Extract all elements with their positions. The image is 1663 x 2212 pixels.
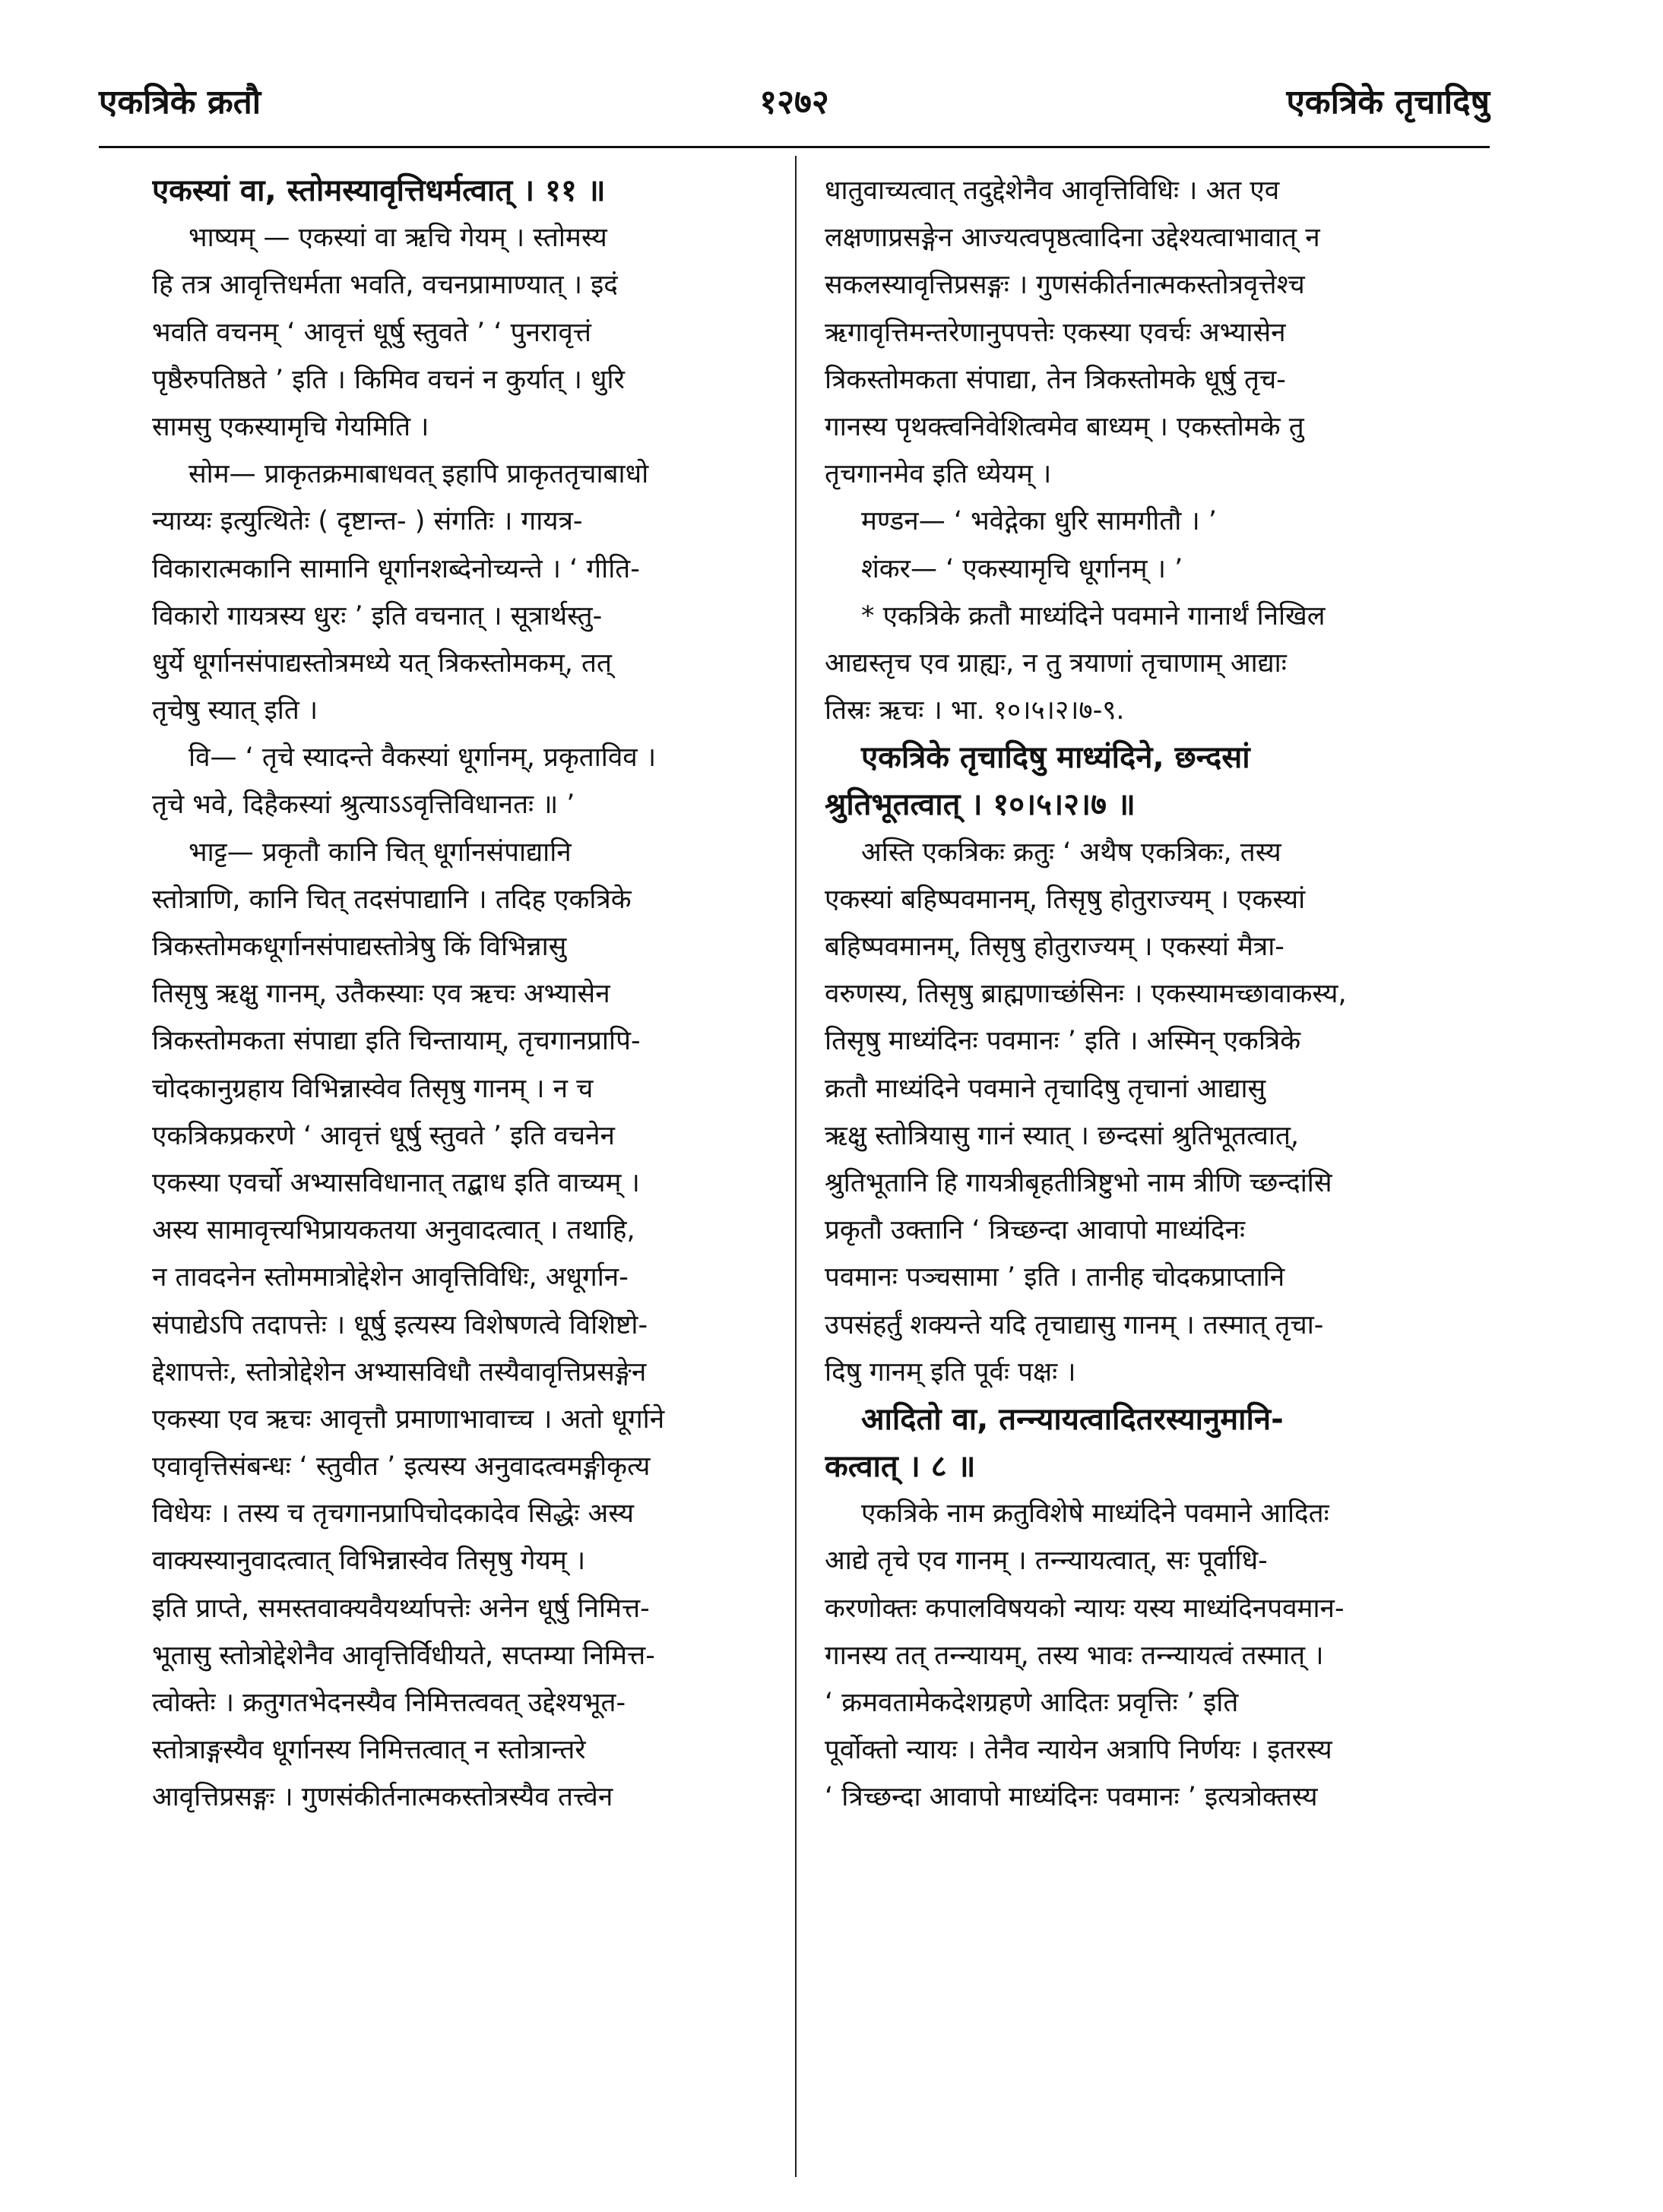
text-line: त्रिकस्तोमकधूर्गानसंपाद्यस्तोत्रेषु किं विभिन्नासु <box>152 932 567 962</box>
text-line: स्तोत्राणि, कानि चित् तदसंपाद्यानि । तदिह एकत्रिके <box>152 884 632 915</box>
text-line: स्तोत्राङ्गस्यैव धूर्गानस्य निमित्तत्वात् न स्तोत्रान्तरे <box>152 1735 586 1766</box>
text-line: विधेयः । तस्य च तृचगानप्रापिचोदकादेव सिद्धेः अस्य <box>152 1498 635 1530</box>
text-line: धातुवाच्यत्वात् तदुद्देशेनैव आवृत्तिविधिः । अत एव <box>825 176 1280 206</box>
sutra-line: कत्वात् । ८ ॥ <box>825 1449 976 1485</box>
text-line: चोदकानुग्रहाय विभिन्नास्वेव तिसृषु गानम् । न च <box>152 1073 594 1104</box>
text-line: हि तत्र आवृत्तिधर्मता भवति, वचनप्रामाण्यात् । इदं <box>152 270 618 301</box>
text-line: वरुणस्य, तिसृषु ब्राह्मणाच्छंसिनः । एकस्यामच्छावाकस्य, <box>825 979 1347 1010</box>
text-line: संपाद्येऽपि तदापत्तेः । धूर्षु इत्यस्य विशेषणत्वे विशिष्टो- <box>152 1309 648 1340</box>
text-line: भूतासु स्तोत्रोद्देशेनैव आवृत्तिर्विधीयते, सप्तम्या निमित्त- <box>152 1640 655 1671</box>
text-line: तृचेषु स्यात् इति । <box>152 695 318 726</box>
text-line: न तावदनेन स्तोममात्रोद्देशेन आवृत्तिविधिः, अधूर्गान- <box>152 1262 629 1293</box>
text-line: उपसंहर्तुं शक्यन्ते यदि तृचाद्यासु गानम् । तस्मात् तृचा- <box>825 1309 1324 1340</box>
text-line: आवृत्तिप्रसङ्गः । गुणसंकीर्तनात्मकस्तोत्रस्यैव तत्त्वेन <box>152 1782 613 1813</box>
text-line: भवति वचनम् ‘ आवृत्तं धूर्षु स्तुवते ’ ‘ पुनरावृत्तं <box>152 317 591 348</box>
text-line: श्रुतिभूतानि हि गायत्रीबृहतीत्रिष्टुभो नाम त्रीणि च्छन्दांसि <box>825 1167 1332 1198</box>
text-line: ‘ क्रमवतामेकदेशग्रहणे आदितः प्रवृत्तिः ’ इति <box>825 1688 1239 1718</box>
text-line: त्रिकस्तोमकता संपाद्या इति चिन्तायाम्, तृचगानप्रापि- <box>152 1026 641 1057</box>
text-line: न्याय्यः इत्युत्थितेः ( दृष्टान्त- ) संगतिः । गायत्र- <box>152 506 583 537</box>
text-line: एवावृत्तिसंबन्धः ‘ स्तुवीत ’ इत्यस्य अनुवादत्वमङ्गीकृत्य <box>152 1451 651 1483</box>
text-line: द्देशापत्तेः, स्तोत्रोद्देशेन अभ्यासविधौ तस्यैवावृत्तिप्रसङ्गेन <box>152 1356 647 1388</box>
running-head-left: एकत्रिके क्रतौ <box>99 83 261 122</box>
header-rule <box>99 146 1490 148</box>
text-line: एकत्रिकप्रकरणे ‘ आवृत्तं धूर्षु स्तुवते ’ इति वचनेन <box>152 1120 615 1151</box>
footnote-line: आद्यस्तृच एव ग्राह्यः, न तु त्रयाणां तृचाणाम् आद्याः <box>825 647 1287 679</box>
text-line: गानस्य पृथक्त्वनिवेशित्वमेव बाध्यम् । एकस्तोमके तु <box>825 411 1304 442</box>
text-line: वाक्यस्यानुवादत्वात् विभिन्नास्वेव तिसृषु गेयम् । <box>152 1546 586 1577</box>
text-line: आद्ये तृचे एव गानम् । तन्न्यायत्वात्, सः पूर्वाधि- <box>825 1546 1268 1577</box>
text-line: इति प्राप्ते, समस्तवाक्यवैयर्थ्यापत्तेः अनेन धूर्षु निमित्त- <box>152 1593 650 1624</box>
sutra-line: श्रुतिभूतत्वात् । १०।५।२।७ ॥ <box>825 787 1136 823</box>
page-header <box>99 70 1490 138</box>
text-line: प्रकृतौ उक्तानि ‘ त्रिच्छन्दा आवापो माध्यंदिनः <box>825 1215 1246 1246</box>
text-line: गानस्य तत् तन्न्यायम्, तस्य भावः तन्न्यायत्वं तस्मात् । <box>825 1640 1324 1671</box>
text-line: धुर्ये धूर्गानसंपाद्यस्तोत्रमध्ये यत् त्रिकस्तोमकम्, तत् <box>152 647 612 679</box>
text-line: ऋक्षु स्तोत्रियासु गानं स्यात् । छन्दसां श्रुतिभूतत्वात्, <box>825 1120 1300 1151</box>
text-line: क्रतौ माध्यंदिने पवमाने तृचादिषु तृचानां आद्यासु <box>825 1073 1266 1104</box>
text-line: एकस्यां बहिष्पवमानम्, तिसृषु होतुराज्यम् । एकस्यां <box>825 884 1306 915</box>
text-line: भाट्ट— प्रकृतौ कानि चित् धूर्गानसंपाद्यानि <box>188 837 572 868</box>
sutra-line: एकस्यां वा, स्तोमस्यावृत्तिधर्मत्वात् । ११ ॥ <box>152 173 606 208</box>
running-head-right: एकत्रिके तृचादिषु <box>1286 83 1490 122</box>
text-line: पृष्ठैरुपतिष्ठते ’ इति । किमिव वचनं न कुर्यात् । धुरि <box>152 364 625 395</box>
text-line: वि— ‘ तृचे स्यादन्ते वैकस्यां धूर्गानम्, प्रकृताविव । <box>188 742 657 774</box>
text-line: मण्डन— ‘ भवेद्गेका धुरि सामगीतौ । ’ <box>861 506 1217 537</box>
text-line: तृचगानमेव इति ध्येयम् । <box>825 459 1052 490</box>
text-line: त्वोक्तेः । क्रतुगतभेदनस्यैव निमित्तत्ववत् उद्देश्यभूत- <box>152 1688 626 1718</box>
text-line: बहिष्पवमानम्, तिसृषु होतुराज्यम् । एकस्यां मैत्रा- <box>825 932 1284 962</box>
footnote-line: * एकत्रिके क्रतौ माध्यंदिने पवमाने गानार्थं निखिल <box>861 600 1326 631</box>
text-line: लक्षणाप्रसङ्गेन आज्यत्वपृष्ठत्वादिना उद्देश्यत्वाभावात् न <box>825 223 1320 254</box>
footnote-line: तिस्रः ऋचः । भा. १०।५।२।७-९. <box>825 695 1125 726</box>
text-line: ऋगावृत्तिमन्तरेणानुपपत्तेः एकस्या एवर्चः अभ्यासेन <box>825 317 1286 348</box>
left-column <box>152 167 836 2173</box>
text-line: अस्य सामावृत्त्यभिप्रायकतया अनुवादत्वात् । तथाहि, <box>152 1215 635 1246</box>
text-line: तिसृषु माध्यंदिनः पवमानः ’ इति । अस्मिन् एकत्रिके <box>825 1026 1301 1057</box>
text-line: भाष्यम् — एकस्यां वा ऋचि गेयम् । स्तोमस्य <box>188 223 607 254</box>
text-line: पवमानः पञ्चसामा ’ इति । तानीह चोदकप्राप्तानि <box>825 1262 1285 1293</box>
text-line: विकारो गायत्रस्य धुरः ’ इति वचनात् । सूत्रार्थस्तु- <box>152 600 603 631</box>
text-line: तृचे भवे, दिहैकस्यां श्रुत्याऽऽवृत्तिविधानतः ॥ ’ <box>152 790 575 821</box>
text-line: एकस्या एवर्चो अभ्यासविधानात् तद्बाध इति वाच्यम् । <box>152 1167 640 1198</box>
text-line: एकत्रिके नाम क्रतुविशेषे माध्यंदिने पवमाने आदितः <box>861 1498 1329 1530</box>
text-line: ‘ त्रिच्छन्दा आवापो माध्यंदिनः पवमानः ’ इत्यत्रोक्तस्य <box>825 1782 1318 1813</box>
text-line: शंकर— ‘ एकस्यामृचि धूर्गानम् । ’ <box>861 553 1183 584</box>
text-line: दिषु गानम् इति पूर्वः पक्षः । <box>825 1356 1076 1388</box>
text-line: त्रिकस्तोमकता संपाद्या, तेन त्रिकस्तोमके धूर्षु तृच- <box>825 364 1286 395</box>
text-line: एकस्या एव ऋचः आवृत्तौ प्रमाणाभावाच्च । अतो धूर्गाने <box>152 1403 665 1435</box>
page-number: १२७२ <box>759 83 829 122</box>
text-line: करणोक्तः कपालविषयको न्यायः यस्य माध्यंदिनपवमान- <box>825 1593 1345 1624</box>
text-line: तिसृषु ऋक्षु गानम्, उतैकस्याः एव ऋचः अभ्यासेन <box>152 979 610 1010</box>
sutra-line: आदितो वा, तन्न्यायत्वादितरस्यानुमानि- <box>861 1401 1284 1437</box>
text-line: सोम— प्राकृतक्रमाबाधवत् इहापि प्राकृततृचाबाधो <box>188 459 649 490</box>
text-line: पूर्वोक्तो न्यायः । तेनैव न्यायेन अत्रापि निर्णयः । इतरस्य <box>825 1735 1332 1766</box>
right-column <box>825 167 1509 2173</box>
sutra-line: एकत्रिके तृचादिषु माध्यंदिने, छन्दसां <box>861 740 1250 776</box>
text-line: विकारात्मकानि सामानि धूर्गानशब्देनोच्यन्ते । ‘ गीति- <box>152 553 640 584</box>
text-line: अस्ति एकत्रिकः क्रतुः ‘ अथैष एकत्रिकः, तस्य <box>861 837 1281 868</box>
text-line: सकलस्यावृत्तिप्रसङ्गः । गुणसंकीर्तनात्मकस्तोत्रवृत्तेश्च <box>825 270 1305 301</box>
text-line: सामसु एकस्यामृचि गेयमिति । <box>152 411 429 442</box>
